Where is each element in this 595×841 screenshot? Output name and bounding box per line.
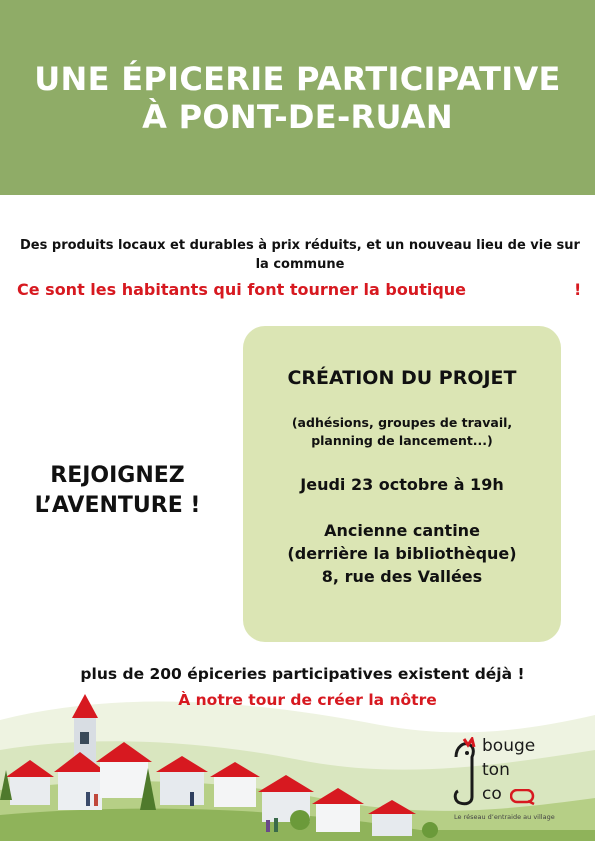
logo-word-3: co [482, 784, 502, 804]
event-location-line-1: Ancienne cantine [324, 521, 480, 540]
join-call-to-action [10, 461, 225, 521]
join-line-1: REJOIGNEZ [50, 463, 185, 488]
title-line-1: UNE ÉPICERIE PARTICIPATIVE [34, 60, 561, 98]
event-details-line-1: (adhésions, groupes de travail, [291, 415, 513, 430]
event-date: Jeudi 23 octobre à 19h [300, 475, 504, 494]
event-details [243, 414, 561, 450]
event-location [243, 519, 561, 588]
logo-tagline: Le réseau d’entraide au village [454, 813, 555, 821]
bouge-ton-coq-logo [448, 733, 558, 828]
event-card [243, 326, 561, 642]
tagline-text: Ce sont les habitants qui font tourner la boutique [17, 280, 467, 299]
intro-subtitle: Des produits locaux et durables à prix réduits, et un nouveau lieu de vie sur la commune [20, 238, 580, 272]
logo-word-1: bouge [482, 736, 536, 756]
event-title: CRÉATION DU PROJET [287, 367, 517, 389]
existing-stores-note: plus de 200 épiceries participatives existent déjà ! [80, 665, 525, 683]
event-details-line-2: planning de lancement...) [311, 433, 493, 448]
tagline-exclamation: ! [574, 280, 582, 299]
event-location-line-2: (derrière la bibliothèque) [287, 544, 517, 563]
header-banner [0, 0, 595, 195]
speech-bubble-icon [510, 789, 536, 805]
event-location-line-3: 8, rue des Vallées [321, 567, 483, 586]
title-line-2: À PONT-DE-RUAN [142, 98, 453, 136]
rooster-icon [448, 737, 482, 809]
join-line-2: L’AVENTURE ! [34, 493, 201, 518]
page-title [0, 60, 595, 136]
our-turn-note: À notre tour de créer la nôtre [178, 691, 437, 709]
logo-word-2: ton [482, 760, 510, 780]
